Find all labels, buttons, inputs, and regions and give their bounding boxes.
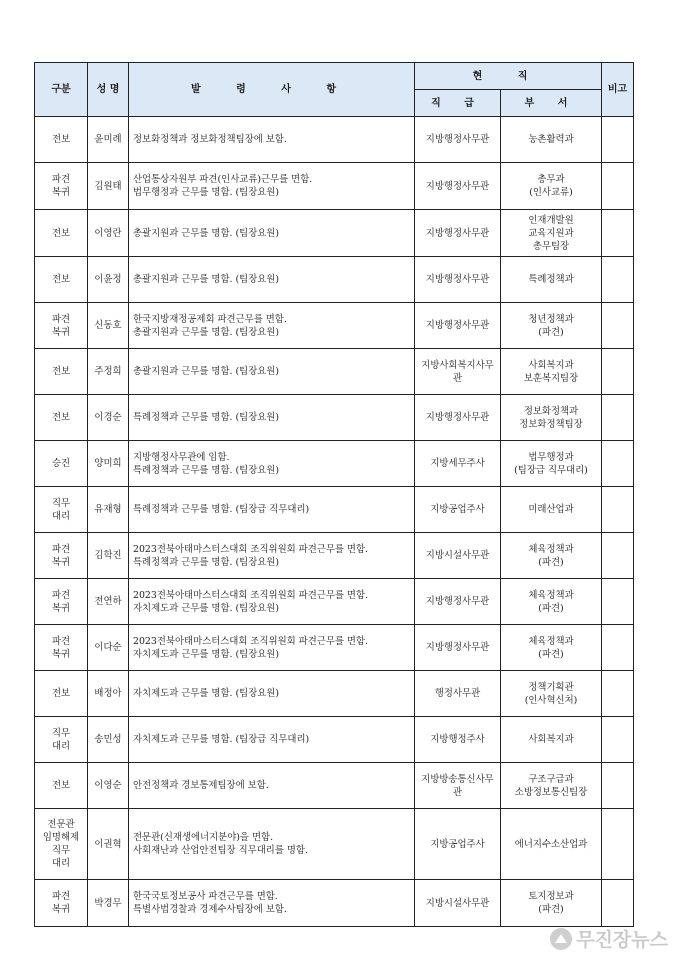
cell-note — [602, 349, 634, 395]
cell-note — [602, 210, 634, 257]
cell-name: 이영란 — [88, 210, 129, 257]
cell-department: 체육정책과 (파견) — [501, 533, 602, 579]
cell-name: 신동호 — [88, 303, 129, 349]
cell-department: 법무행정과 (팀장급 직무대리) — [501, 441, 602, 487]
cell-department: 정책기획관 (인사혁신처) — [501, 671, 602, 717]
cell-details: 한국지방재정공제회 파견근무를 면함. 총괄지원과 근무를 명함. (팀장요원) — [129, 303, 415, 349]
watermark — [550, 925, 668, 952]
cell-category: 승진 — [35, 441, 88, 487]
cell-department: 농촌활력과 — [501, 117, 602, 163]
table-row — [35, 487, 634, 533]
cell-note — [602, 163, 634, 210]
table-row — [35, 763, 634, 809]
cell-name: 김원태 — [88, 163, 129, 210]
cell-department: 총무과 (인사교류) — [501, 163, 602, 210]
cell-position: 지방시설사무관 — [415, 533, 501, 579]
cell-name: 양미희 — [88, 441, 129, 487]
cell-details: 2023전북아태마스터스대회 조직위원회 파견근무를 면함. 특례정책과 근무를 명함. (팀장요원) — [129, 533, 415, 579]
cell-category: 파견 복귀 — [35, 533, 88, 579]
cell-name: 이경순 — [88, 395, 129, 441]
cell-position: 지방행정사무관 — [415, 395, 501, 441]
cell-details: 총괄지원과 근무를 명함. (팀장요원) — [129, 210, 415, 257]
table-row — [35, 671, 634, 717]
cell-name: 전연하 — [88, 579, 129, 625]
cell-department: 청년정책과 (파견) — [501, 303, 602, 349]
cell-details: 2023전북아태마스터스대회 조직위원회 파견근무를 면함. 자치제도과 근무를 명함. (팀장요원) — [129, 625, 415, 671]
cell-position: 지방사회복지사무관 — [415, 349, 501, 395]
table-row — [35, 809, 634, 880]
cell-details: 전문관(신재생에너지분야)을 면함. 사회재난과 산업안전팀장 직무대리를 명함. — [129, 809, 415, 880]
cell-department: 사회복지과 보훈복지팀장 — [501, 349, 602, 395]
cell-note — [602, 487, 634, 533]
table-row — [35, 210, 634, 257]
watermark-text: 무진장뉴스 — [576, 929, 668, 951]
cell-details: 지방행정사무관에 임함. 특례정책과 근무를 명함. (팀장요원) — [129, 441, 415, 487]
cell-name: 이윤정 — [88, 257, 129, 303]
cell-position: 지방행정사무관 — [415, 625, 501, 671]
table-body — [35, 117, 634, 927]
cell-position: 지방행정사무관 — [415, 257, 501, 303]
cell-position: 지방행정사무관 — [415, 163, 501, 210]
cell-category: 파견 복귀 — [35, 303, 88, 349]
cell-name: 박경무 — [88, 880, 129, 927]
table-row — [35, 625, 634, 671]
cell-details: 정보화정책과 정보화정책팀장에 보함. — [129, 117, 415, 163]
cell-category: 전보 — [35, 117, 88, 163]
cell-position: 지방공업주사 — [415, 809, 501, 880]
cell-name: 윤미례 — [88, 117, 129, 163]
cell-category: 파견 복귀 — [35, 579, 88, 625]
cell-category: 파견 복귀 — [35, 880, 88, 927]
cell-department: 체육정책과 (파견) — [501, 579, 602, 625]
table-row — [35, 303, 634, 349]
cell-name: 주정희 — [88, 349, 129, 395]
cell-note — [602, 880, 634, 927]
cell-position: 지방행정사무관 — [415, 303, 501, 349]
cell-note — [602, 717, 634, 763]
cell-details: 총괄지원과 근무를 명함. (팀장요원) — [129, 349, 415, 395]
cell-note — [602, 625, 634, 671]
cell-department: 체육정책과 (파견) — [501, 625, 602, 671]
header-note: 비고 — [602, 63, 634, 117]
table-row — [35, 395, 634, 441]
table-row — [35, 717, 634, 763]
cell-position: 지방행정사무관 — [415, 579, 501, 625]
cell-note — [602, 303, 634, 349]
cell-position: 지방공업주사 — [415, 487, 501, 533]
header-details: 발 령 사 항 — [129, 63, 415, 117]
table-row — [35, 880, 634, 927]
cell-category: 파견 복귀 — [35, 163, 88, 210]
header-department: 부 서 — [501, 90, 602, 117]
cell-note — [602, 395, 634, 441]
cell-details: 자치제도과 근무를 명함. (팀장요원) — [129, 671, 415, 717]
cell-note — [602, 533, 634, 579]
cell-category: 전보 — [35, 763, 88, 809]
cell-category: 전보 — [35, 395, 88, 441]
cell-details: 안전정책과 경보통제팀장에 보함. — [129, 763, 415, 809]
header-current: 현 직 — [415, 63, 602, 90]
cell-position: 지방시설사무관 — [415, 880, 501, 927]
cell-position: 지방행정사무관 — [415, 210, 501, 257]
cell-note — [602, 117, 634, 163]
table-row — [35, 533, 634, 579]
cell-note — [602, 809, 634, 880]
cell-note — [602, 671, 634, 717]
table-row — [35, 441, 634, 487]
cell-category: 직무 대리 — [35, 717, 88, 763]
cell-department: 에너지수소산업과 — [501, 809, 602, 880]
cell-position: 지방방송통신사무관 — [415, 763, 501, 809]
cell-note — [602, 579, 634, 625]
cell-category: 전보 — [35, 210, 88, 257]
cell-category: 전보 — [35, 349, 88, 395]
table-row — [35, 117, 634, 163]
cell-department: 토지정보과 (파견) — [501, 880, 602, 927]
cell-category: 전보 — [35, 671, 88, 717]
cell-department: 정보화정책과 정보화정책팀장 — [501, 395, 602, 441]
cell-name: 송민성 — [88, 717, 129, 763]
cell-name: 이다순 — [88, 625, 129, 671]
mountain-logo-icon — [550, 928, 572, 950]
cell-name: 김학진 — [88, 533, 129, 579]
cell-note — [602, 441, 634, 487]
header-position: 직 급 — [415, 90, 501, 117]
table-row — [35, 163, 634, 210]
cell-details: 특례정책과 근무를 명함. (팀장요원) — [129, 395, 415, 441]
table-row — [35, 349, 634, 395]
cell-category: 전보 — [35, 257, 88, 303]
header-category: 구분 — [35, 63, 88, 117]
cell-name: 이영순 — [88, 763, 129, 809]
cell-details: 자치제도과 근무를 명함. (팀장급 직무대리) — [129, 717, 415, 763]
cell-name: 이권혁 — [88, 809, 129, 880]
cell-category: 파견 복귀 — [35, 625, 88, 671]
cell-department: 미래산업과 — [501, 487, 602, 533]
cell-details: 한국국토정보공사 파견근무를 면함. 특별사법경찰과 경제수사팀장에 보함. — [129, 880, 415, 927]
table-row — [35, 579, 634, 625]
cell-department: 인재개발원 교육지원과 총무팀장 — [501, 210, 602, 257]
cell-note — [602, 257, 634, 303]
cell-name: 유재형 — [88, 487, 129, 533]
cell-name: 배정아 — [88, 671, 129, 717]
cell-position: 행정사무관 — [415, 671, 501, 717]
cell-department: 구조구급과 소방정보통신팀장 — [501, 763, 602, 809]
header-name: 성 명 — [88, 63, 129, 117]
cell-details: 총괄지원과 근무를 명함. (팀장요원) — [129, 257, 415, 303]
appointment-table — [34, 62, 634, 927]
cell-category: 직무 대리 — [35, 487, 88, 533]
cell-details: 특례정책과 근무를 명함. (팀장급 직무대리) — [129, 487, 415, 533]
cell-details: 산업통상자원부 파견(인사교류)근무를 면함. 법무행정과 근무를 명함. (팀장요원) — [129, 163, 415, 210]
cell-department: 특례정책과 — [501, 257, 602, 303]
cell-note — [602, 763, 634, 809]
cell-category: 전문관 임명해제 직무 대리 — [35, 809, 88, 880]
cell-position: 지방세무주사 — [415, 441, 501, 487]
cell-position: 지방행정주사 — [415, 717, 501, 763]
table-row — [35, 257, 634, 303]
cell-position: 지방행정사무관 — [415, 117, 501, 163]
cell-details: 2023전북아태마스터스대회 조직위원회 파견근무를 면함. 자치제도과 근무를 명함. (팀장요원) — [129, 579, 415, 625]
cell-department: 사회복지과 — [501, 717, 602, 763]
